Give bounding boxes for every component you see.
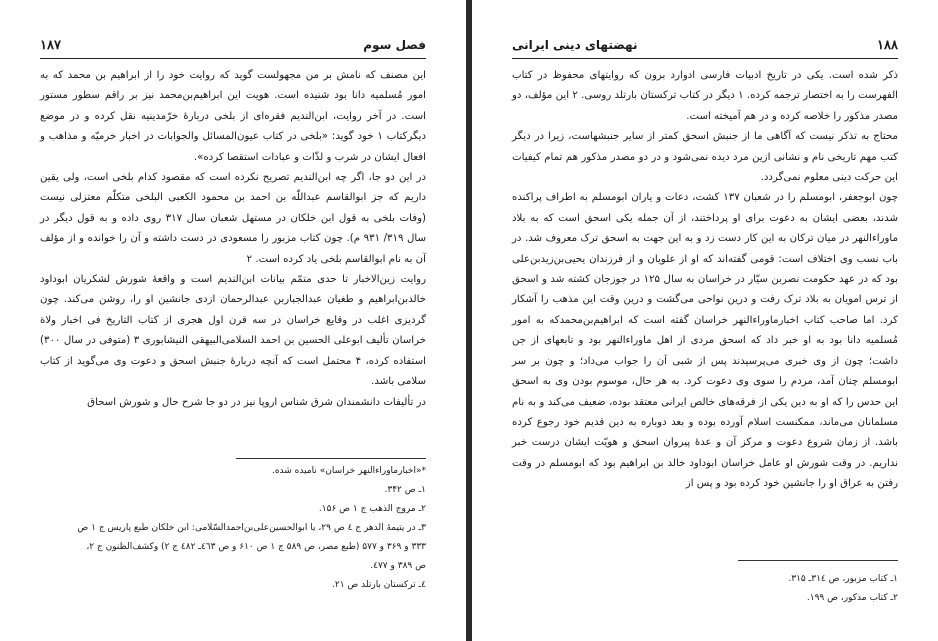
left-page (0, 0, 466, 641)
right-page-header (512, 38, 898, 58)
right-paragraph-2: محتاج به تذکر نیست که آگاهی ما از جنبش اسحق کمتر از سایر جنبشهاست، زیرا در دیگر کتب مهم تاریخی نام و نشانی ازین مرد دیده نمی‌شود و در دو مصدر مذکور هم تمام کیفیات این حرکت دینی معلوم نمی‌گردد. (512, 131, 898, 184)
left-running-head: فصل سوم (363, 38, 426, 52)
right-paragraph-1: ذکر شده است. یکی در تاریخ ادبیات فارسی ادوارد برون که روایتهای محفوظ در کتاب الفهرست را به اختصار ترجمه کرده. ۱ دیگر در کتاب ترکستان بارتلد روسی. ۲ این مؤلف، دو مصدر مذکور را خلاصه کرده و در هم آمیخته است. (512, 70, 899, 122)
left-paragraph-1: این مصنف که نامش بر من مجهولست گوید که روایت خود را از ابراهیم بن محمد که به امور مُسلمیه دانا بود شنیده است. هویت این ابراهیم‌بن‌محمد نیز بر راقم سطور مستور است. در آخر روایت، ابن‌الندیم فقره‌ای از بلخی دربارهٔ خرّمدینیه نقل کرده و در موضع دیگرکتاب ۱ خود گوید: «بلخی در کتاب عیون‌المسائل والجوابات در اخبار خرمیّه و مذاهب و افعال ایشان در شرب و لذّات و عبادات استقصا کرده». (40, 70, 426, 163)
right-page-number: ۱۸۸ (877, 38, 898, 53)
right-page-body (512, 66, 898, 495)
footnote: ٤ـ ترکستان بارتلد ص ۲۱. (331, 580, 426, 590)
right-footnote-rule (738, 560, 898, 561)
footnote: ۱ـ ص ۳۴۲. (384, 485, 426, 495)
footnote: ۱ـ کتاب مزبور، ص ۳۱٤ـ ۳۱۵. (788, 574, 898, 584)
left-page-body (40, 66, 426, 413)
left-paragraph-2: در این دو جا، اگر چه ابن‌الندیم تصریح نکرده است که مقصود کدام بلخی است، ولی یقین داریم که جز ابوالقاسم عبداللّه بن احمد بن محمود الکعبی البلخی متکلّم معتزلی نیست (وفات بلخی به قول ابن خلکان در مستهل شعبان سال ۳۱۷ روی داده و به قول دیگر در سال ۳۱۹/ ۹۳۱ م). چون کتاب مزبور را مسعودی در دست داشته و آن را خوانده و از مؤلف آن به نام ابوالقاسم بلخی یاد کرده است. ۲ (40, 172, 427, 265)
right-header-rule (512, 58, 898, 59)
right-footnotes (622, 570, 898, 608)
right-running-head: نهضتهای دینی ایرانی (512, 38, 638, 52)
left-paragraph-3: روایت زین‌الاخبار تا حدی متمّم بیانات ابن‌الندیم است و واقعهٔ شورش لشکریان ابوداود خالدبن‌ابراهیم و طغیان عبدالجباربن عبدالرحمان ازدی جانشین او را، روشن می‌کند. چون گردیزی اغلب در وقایع خراسان در سه قرن اول هجری از کتاب التاریخ فی اخبار ولاة خراسان تألیف ابوعلی الحسین بن احمد السلامی‌البیهقی النیشابوری ۳ (متوفی در سال ۳۰۰) استفاده کرده، ۴ محتمل است که آنچه دربارهٔ جنبش اسحق و دعوت وی می‌گوید از کتاب سلامی باشد. (40, 274, 426, 388)
left-page-header (40, 38, 426, 58)
footnote: *«اخبارماوراءالنهر خراسان» نامیده شده. (271, 466, 426, 476)
left-page-number: ۱۸۷ (40, 38, 61, 53)
right-page (472, 0, 938, 641)
footnote: ۳۳۳ و ۳۶۹ و ۵۷۷ (طبع مصر، ص ۵۸۹ ج ۱ ص ۶۱۰ و ص ٤٦٣ـ ٤٨٢ ج ۲) وکشف‌الظنون ج ۲، (86, 542, 426, 552)
left-paragraph-4: در تألیفات دانشمندان شرق شناس اروپا نیز در دو جا شرح حال و شورش اسحاق (87, 396, 426, 408)
right-paragraph-3: چون ابوجعفر، ابومسلم را در شعبان ۱۳۷ کشت، دعات و یاران ابومسلم به اطراف پراکنده شدند، بعضی ایشان به دعوت برای او پرداختند، از آن جمله یکی اسحق است که به بلاد ماوراءالنهر در میان ترکان به این کار دست زد و به این جهت به اسحق ترک معروف شد. در باب نسب وی اختلاف است: قومی گفته‌اند که او از علویان و از فرزندان یحیی‌بن‌زیدبن‌علی بود که در عهد حکومت نصربن سیّار در خراسان به سال ۱۲۵ در جوزجان کشته شد و اسحق از ترس امویان به بلاد ترک رفت و درین نواحی می‌گشت و درین وقت این مذهب را آشکار کرد. اما صاحب کتاب اخبارماوراءالنهر خراسان گفته است که ابراهیم‌بن‌محمدکه به امور مُسلمیه دانا بود به او خبر داد که اسحق مردی از اهل ماوراءالنهر بود و تابعهای از جن داشت؛ چون از وی خبری می‌پرسیدند پس از شبی آن را جواب می‌داد؛ و چون بر سر ابومسلم چنان آمد، مردم را سوی وی دعوت کرد. به هر حال، موسوم بودن وی به اسحق این حدس را که او به دین یکی از فرقه‌های خالص ایرانی معتقد بوده، ضعیف می‌کند و به نام مسلمانان می‌ماند، ممکنست اسلام آورده بوده و بعد دوباره به دین قدیم خود رجوع کرده باشد. از زمان شروع دعوت و مرکز آن و عدهٔ پیروان اسحق و هویّت ایشان درست خبر نداریم. در وقت شورش او عامل خراسان ابوداود خالد بن ابراهیم بود که ابومسلم در وقت رفتن به عراق او را جانشین خود کرده بود و پس از (512, 192, 898, 490)
footnote: ص ۳۸۹ و ٤٧٧. (370, 561, 426, 571)
left-header-rule (40, 58, 426, 59)
left-footnotes (20, 462, 426, 595)
footnote: ۲ـ کتاب مذکور، ص ۱۹۹. (806, 593, 898, 603)
footnote: ۲ـ مروج الذهب ج ۱ ص ۱۵۶. (318, 504, 426, 514)
left-footnote-rule (236, 458, 426, 459)
footnote: ۳ـ در یتیمهٔ الدهر ج ٤ ص ۲۹، یا ابوالحسین‌علی‌بن‌احمدالسّلامی: ابن خلکان طبع پاریس ج ۱ ص (77, 523, 426, 533)
